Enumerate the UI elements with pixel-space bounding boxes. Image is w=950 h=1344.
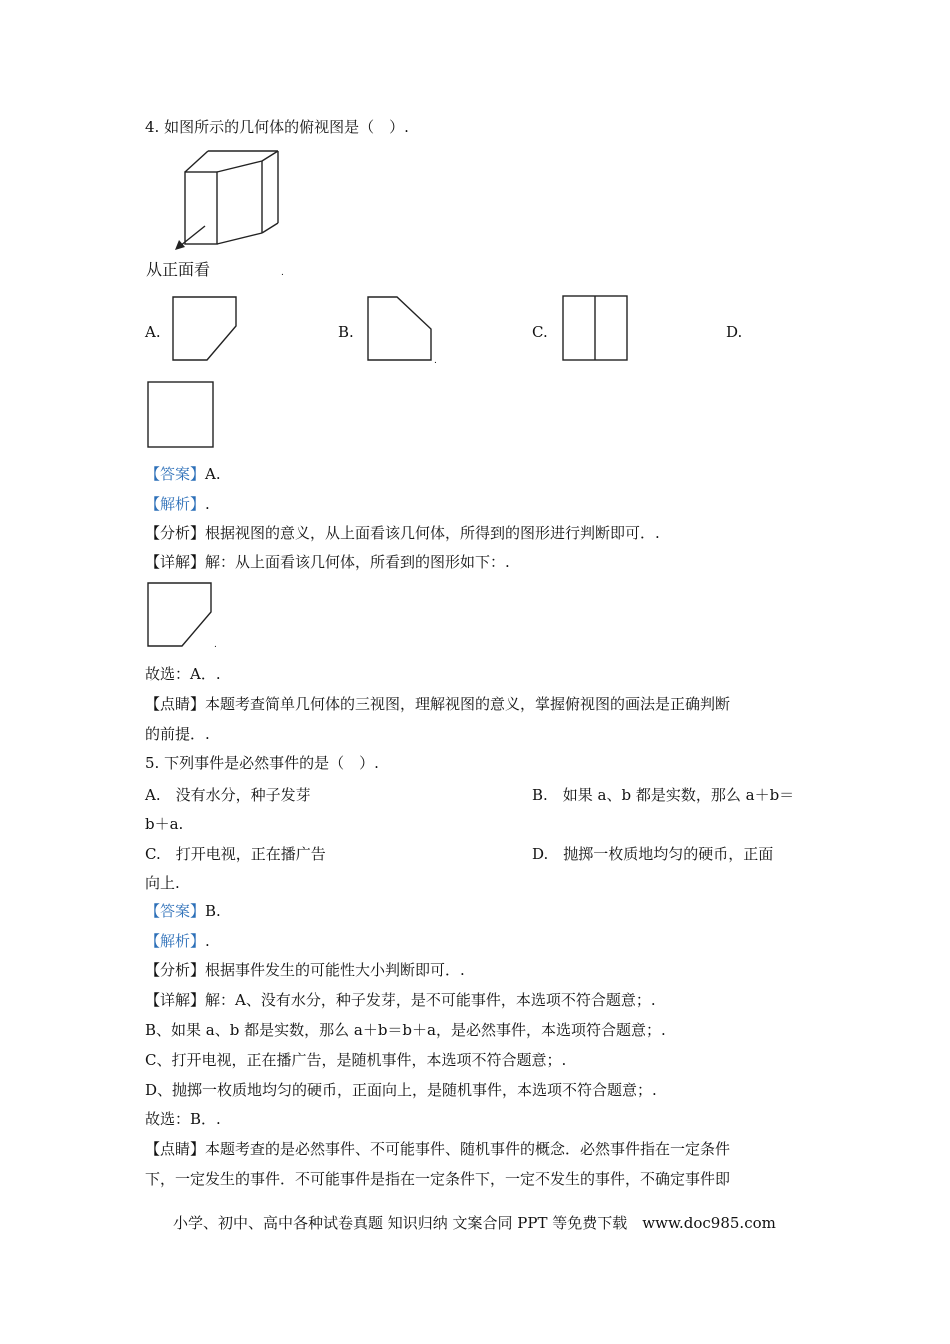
q5-option-c: C. 打开电视，正在播广告: [145, 845, 326, 863]
q5-line-b: B、如果 a、b 都是实数，那么 a＋b＝b＋a，是必然事件，本选项符合题意；.: [145, 1021, 666, 1039]
q4-option-b-figure: [367, 296, 433, 362]
q4-answer: 【答案】A.: [145, 465, 221, 483]
q4-fenxi: 【分析】根据视图的意义，从上面看该几何体，所得到的图形进行判断即可．.: [145, 524, 660, 542]
q5-option-d: D. 抛掷一枚质地均匀的硬币，正面: [532, 845, 774, 863]
q5-dianjing-1: 【点睛】本题考查的是必然事件、不可能事件、随机事件的概念．必然事件指在一定条件: [145, 1140, 731, 1158]
q5-fenxi: 【分析】根据事件发生的可能性大小判断即可．.: [145, 961, 465, 979]
q4-solid-figure: [170, 148, 285, 253]
q4-option-c-label: C.: [532, 323, 548, 341]
q5-option-b-cont: b＋a.: [145, 815, 184, 833]
q4-option-d-figure: [147, 381, 215, 449]
q4-figure-label: 从正面看: [146, 260, 211, 279]
arrow-head-icon: [175, 240, 185, 250]
q5-xiangjie: 【详解】解：A、没有水分，种子发芽，是不可能事件，本选项不符合题意；.: [145, 991, 656, 1009]
q4-question: 4. 如图所示的几何体的俯视图是（ ）.: [145, 118, 409, 136]
view-arrow-line: [180, 226, 205, 246]
solid-front-face: [185, 172, 217, 244]
q5-line-c: C、打开电视，正在播广告，是随机事件，本选项不符合题意；.: [145, 1051, 567, 1069]
q4-option-a-figure: [172, 296, 238, 362]
q5-option-d-cont: 向上.: [145, 874, 180, 892]
q4-dianjing-1: 【点睛】本题考查简单几何体的三视图，理解视图的意义，掌握俯视图的画法是正确判断: [145, 695, 731, 713]
q5-choose: 故选：B．.: [145, 1110, 221, 1128]
page-footer: 小学、初中、高中各种试卷真题 知识归纳 文案合同 PPT 等免费下载 www.doc985.com: [173, 1214, 776, 1232]
q4-xiangjie: 【详解】解：从上面看该几何体，所看到的图形如下：.: [145, 553, 510, 571]
q5-option-b: B. 如果 a、b 都是实数，那么 a＋b＝: [532, 786, 795, 804]
q4-option-b-label: B.: [338, 323, 354, 341]
q5-analysis: 【解析】.: [145, 932, 210, 950]
q5-answer: 【答案】B.: [145, 902, 221, 920]
q5-question: 5. 下列事件是必然事件的是（ ）.: [145, 754, 379, 772]
q4-analysis: 【解析】.: [145, 495, 210, 513]
q4-option-a-label: A.: [145, 323, 161, 341]
q5-option-a: A. 没有水分，种子发芽: [145, 786, 311, 804]
q4-option-d-label: D.: [726, 323, 743, 341]
q4-solution-figure: [147, 582, 213, 648]
q4-option-c-figure: [562, 295, 629, 362]
q5-dianjing-2: 下，一定发生的事件．不可能事件是指在一定条件下，一定不发生的事件，不确定事件即: [145, 1170, 731, 1188]
q4-choose: 故选：A．.: [145, 665, 221, 683]
q5-line-d: D、抛掷一枚质地均匀的硬币，正面向上，是随机事件，本选项不符合题意；.: [145, 1081, 657, 1099]
q4-dianjing-2: 的前提．.: [145, 725, 210, 743]
